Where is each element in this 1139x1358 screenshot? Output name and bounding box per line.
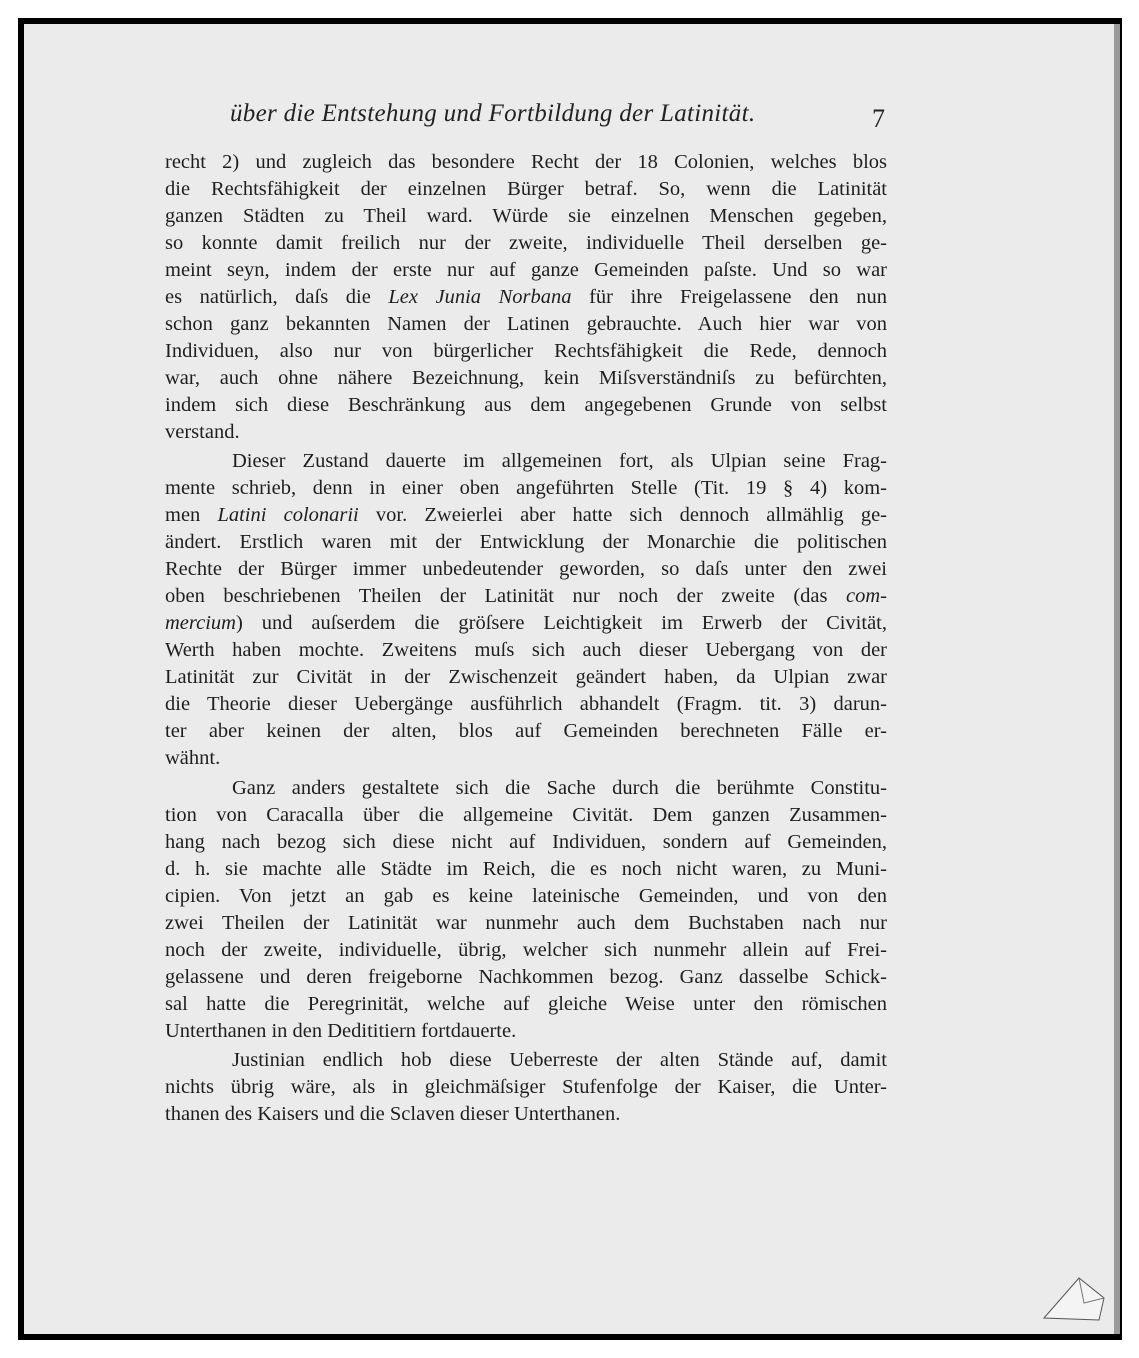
text-line <box>165 1018 887 1044</box>
text-segment: cipien. Von jetzt an gab es keine lateinische Gemeinden, und von den <box>165 885 887 907</box>
text-segment: Rechte der Bürger immer unbedeutender geworden, so daſs unter den zwei <box>165 558 887 580</box>
text-segment: Justinian endlich hob diese Ueberreste der alten Stände auf, damit <box>232 1049 887 1071</box>
text-line <box>165 583 887 609</box>
text-line <box>165 419 887 445</box>
folded-corner-icon <box>1039 1268 1109 1323</box>
text-segment: oben beschriebenen Theilen der Latinität nur noch der zweite (das <box>165 585 847 607</box>
text-segment: ganzen Städten zu Theil ward. Würde sie einzelnen Menschen gegeben, <box>165 205 887 227</box>
text-line <box>165 883 887 909</box>
text-segment: recht 2) und zugleich das besondere Recht der 18 Colonien, welches blos <box>165 151 887 173</box>
text-segment: ) und auſserdem die gröſsere Leichtigkeit im Erwerb der Civität, <box>235 612 887 634</box>
text-line <box>165 610 887 636</box>
text-segment: gelassene und deren freigeborne Nachkommen bezog. Ganz dasselbe Schick- <box>165 966 887 988</box>
text-line <box>165 1101 887 1127</box>
text-line <box>165 718 887 744</box>
text-segment: d. h. sie machte alle Städte im Reich, die es noch nicht waren, zu Muni- <box>165 858 887 880</box>
text-line <box>232 775 887 801</box>
text-segment: schon ganz bekannten Namen der Latinen gebrauchte. Auch hier war von <box>165 313 887 335</box>
text-segment: ter aber keinen der alten, blos auf Gemeinden berechneten Fälle er- <box>165 720 887 742</box>
text-segment: Werth haben mochte. Zweitens muſs sich auch dieser Uebergang von der <box>165 639 887 661</box>
text-segment: noch der zweite, individuelle, übrig, welcher sich nunmehr allein auf Frei- <box>165 939 887 961</box>
text-line <box>165 338 887 364</box>
text-line <box>165 149 887 175</box>
text-line <box>165 829 887 855</box>
text-line <box>165 556 887 582</box>
text-line <box>165 691 887 717</box>
text-line <box>165 176 887 202</box>
text-line <box>165 230 887 256</box>
italic-text: Latini colonarii <box>217 504 359 526</box>
text-line <box>165 1074 887 1100</box>
page-number: 7 <box>872 104 885 133</box>
text-segment: Individuen, also nur von bürgerlicher Rechtsfähigkeit die Rede, dennoch <box>165 340 887 362</box>
text-segment: men <box>165 504 218 526</box>
text-segment: war, auch ohne nähere Bezeichnung, kein Miſsverständniſs zu befürchten, <box>165 367 887 389</box>
text-segment: ändert. Erstlich waren mit der Entwicklung der Monarchie die politischen <box>165 531 887 553</box>
text-segment: Unterthanen in den Dedititiern fortdauerte. <box>165 1020 517 1042</box>
text-segment: Latinität zur Civität in der Zwischenzeit geändert haben, da Ulpian zwar <box>165 666 887 688</box>
text-line <box>165 937 887 963</box>
text-segment: tion von Caracalla über die allgemeine Civität. Dem ganzen Zusammen- <box>165 804 887 826</box>
text-line <box>165 203 887 229</box>
italic-text: Lex Junia Norbana <box>388 286 572 308</box>
text-segment: wähnt. <box>165 747 221 769</box>
text-segment: nichts übrig wäre, als in gleichmäſsiger Stufenfolge der Kaiser, die Unter- <box>165 1076 887 1098</box>
text-segment: es natürlich, daſs die <box>165 286 389 308</box>
text-line <box>165 964 887 990</box>
text-line <box>165 311 887 337</box>
text-segment: sal hatte die Peregrinität, welche auf gleiche Weise unter den römischen <box>165 993 887 1015</box>
text-line <box>165 745 887 771</box>
text-segment: thanen des Kaisers und die Sclaven dieser Unterthanen. <box>165 1103 621 1125</box>
text-line <box>165 529 887 555</box>
text-segment: indem sich diese Beschränkung aus dem angegebenen Grunde von selbst <box>165 394 887 416</box>
text-line <box>165 365 887 391</box>
text-segment: mente schrieb, denn in einer oben angeführten Stelle (Tit. 19 § 4) kom- <box>165 477 887 499</box>
text-line <box>165 475 887 501</box>
text-line <box>165 910 887 936</box>
text-line <box>165 991 887 1017</box>
italic-text: com- <box>846 585 887 607</box>
text-segment: hang nach bezog sich diese nicht auf Individuen, sondern auf Gemeinden, <box>165 831 887 853</box>
text-segment: die Theorie dieser Uebergänge ausführlich abhandelt (Fragm. tit. 3) darun- <box>165 693 887 715</box>
text-segment: Dieser Zustand dauerte im allgemeinen fort, als Ulpian seine Frag- <box>232 450 887 472</box>
text-segment: Ganz anders gestaltete sich die Sache durch die berühmte Constitu- <box>232 777 887 799</box>
text-segment: so konnte damit freilich nur der zweite, individuelle Theil derselben ge- <box>165 232 887 254</box>
text-line <box>165 392 887 418</box>
text-segment: verstand. <box>165 421 240 443</box>
text-segment: vor. Zweierlei aber hatte sich dennoch allmählig ge- <box>358 504 888 526</box>
text-line <box>165 802 887 828</box>
text-line <box>165 856 887 882</box>
italic-text: mercium <box>165 612 236 634</box>
text-segment: meint seyn, indem der erste nur auf ganze Gemeinden paſste. Und so war <box>165 259 887 281</box>
running-title: über die Entstehung und Fortbildung der Latinität. <box>230 100 756 127</box>
text-line <box>232 1047 887 1073</box>
text-line <box>165 502 887 528</box>
text-segment: die Rechtsfähigkeit der einzelnen Bürger betraf. So, wenn die Latinität <box>165 178 887 200</box>
text-segment: zwei Theilen der Latinität war nunmehr auch dem Buchstaben nach nur <box>165 912 887 934</box>
text-line <box>165 637 887 663</box>
text-line <box>165 664 887 690</box>
text-segment: für ihre Freigelassene den nun <box>571 286 887 308</box>
text-line <box>165 284 887 310</box>
text-line <box>165 257 887 283</box>
text-line <box>232 448 887 474</box>
